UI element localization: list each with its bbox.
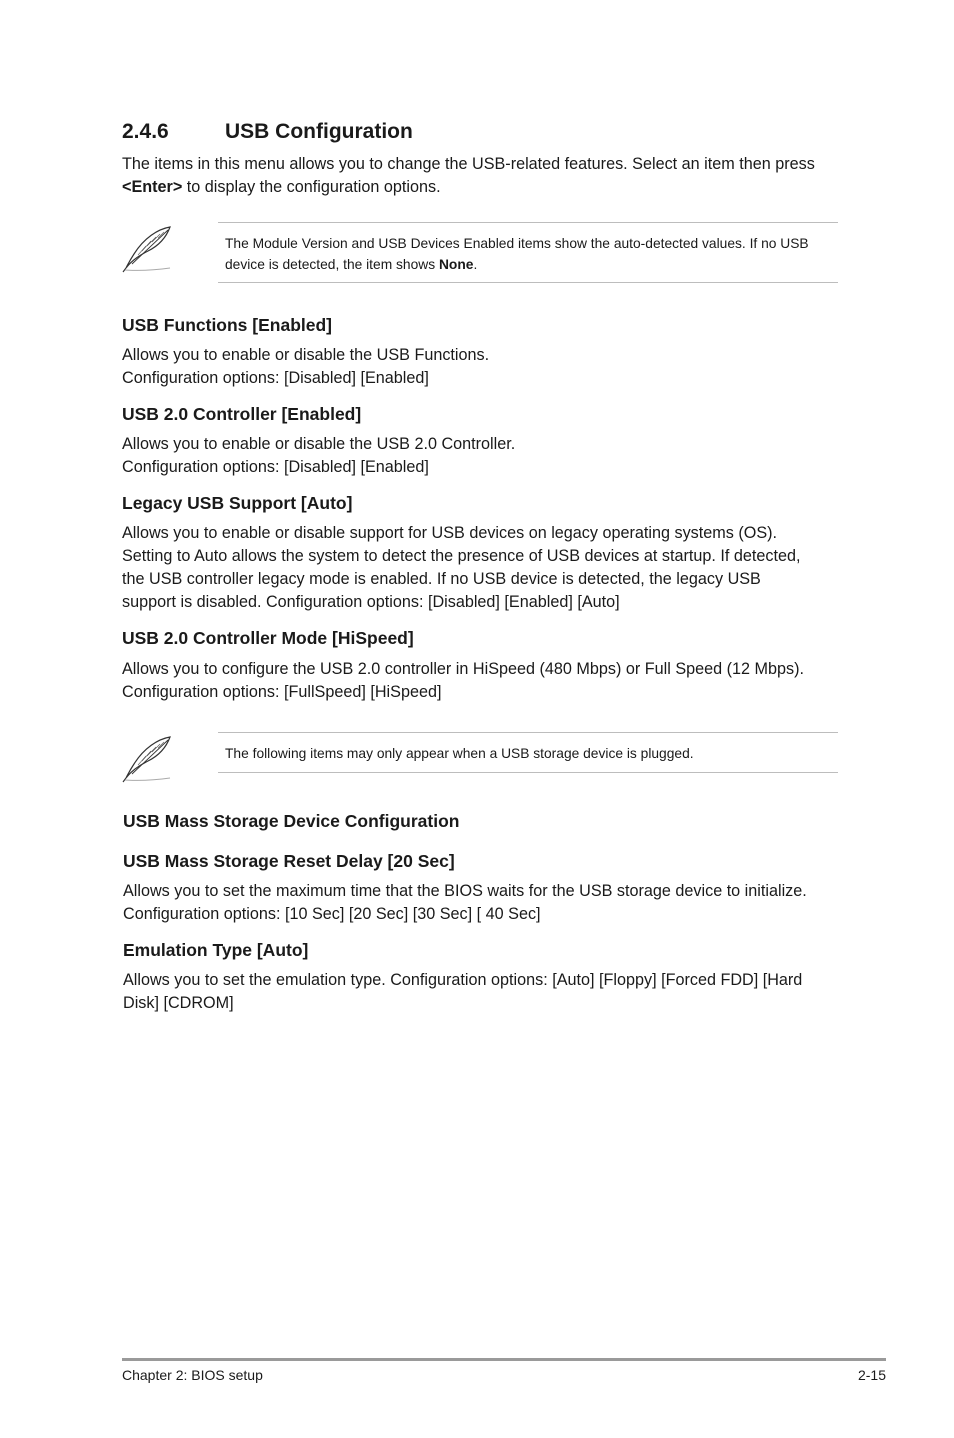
usb-functions-desc: [122, 344, 842, 390]
note2-bottom-rule: [218, 772, 838, 773]
emulation-type-desc: Allows you to set the emulation type. Configuration options: [Auto] [Floppy] [Forced FDD] [Hard Disk] [CDROM]: [123, 971, 803, 1012]
footer-rule: [122, 1358, 886, 1361]
intro-key: <Enter>: [122, 178, 183, 196]
usb20-controller-heading: USB 2.0 Controller [Enabled]: [122, 404, 362, 424]
usb-functions-line1: Allows you to enable or disable the USB Functions.: [122, 346, 490, 364]
section-number: 2.4.6: [122, 120, 169, 143]
usb20-mode-heading: USB 2.0 Controller Mode [HiSpeed]: [122, 628, 414, 648]
mass-storage-config-heading: USB Mass Storage Device Configuration: [123, 811, 460, 831]
mass-storage-delay-desc: Allows you to set the maximum time that the BIOS waits for the USB storage device to initialize. Configuration options: [10 Sec] [20 Sec] [30 Sec] [ 40 Sec]: [123, 882, 807, 923]
usb20-controller-line1: Allows you to enable or disable the USB 2.0 Controller.: [122, 435, 516, 453]
note1-top-rule: [218, 222, 838, 223]
note2-top-rule: [218, 732, 838, 733]
section-title-text: USB Configuration: [225, 120, 413, 143]
note2-text: The following items may only appear when a USB storage device is plugged.: [225, 746, 694, 761]
legacy-usb-desc: Allows you to enable or disable support for USB devices on legacy operating systems (OS). Setting to Auto allows the system to detect the presence of USB devices at startup. If detected, the USB controller legacy mode is enabled. If no USB device is detected, the legacy USB support is disabled. Configuration options: [Disabled] [Enabled] [Auto]: [122, 524, 801, 611]
usb-functions-heading: USB Functions [Enabled]: [122, 315, 332, 335]
usb-functions-line2: Configuration options: [Disabled] [Enabled]: [122, 369, 429, 387]
intro-text-2: to display the configuration options.: [182, 178, 441, 196]
feather-pen-icon: [120, 224, 176, 274]
footer-chapter: Chapter 2: BIOS setup: [122, 1367, 263, 1383]
note1-text-1: The Module Version and USB Devices Enabled items show the auto-detected values. If no USB device is detected, the item shows: [225, 236, 809, 272]
note1-text-bold: None: [438, 257, 474, 272]
usb20-controller-desc: [122, 433, 842, 479]
intro-text-1: The items in this menu allows you to change the USB-related features. Select an item then press: [122, 155, 815, 173]
emulation-type-heading: Emulation Type [Auto]: [123, 940, 309, 960]
section-title: [122, 120, 842, 144]
mass-storage-delay-heading: USB Mass Storage Reset Delay [20 Sec]: [123, 851, 455, 871]
usb20-mode-desc: Allows you to configure the USB 2.0 controller in HiSpeed (480 Mbps) or Full Speed (12 Mbps). Configuration options: [FullSpeed] [HiSpeed]: [122, 660, 805, 701]
note1-bottom-rule: [218, 282, 838, 283]
footer-page-number: 2-15: [857, 1367, 886, 1383]
note1-text-2: .: [473, 257, 478, 272]
usb20-controller-line2: Configuration options: [Disabled] [Enabled]: [122, 458, 429, 476]
feather-pen-icon: [120, 734, 176, 784]
intro-paragraph: [122, 153, 842, 199]
legacy-usb-heading: Legacy USB Support [Auto]: [122, 493, 353, 513]
note1-text: [225, 233, 837, 275]
